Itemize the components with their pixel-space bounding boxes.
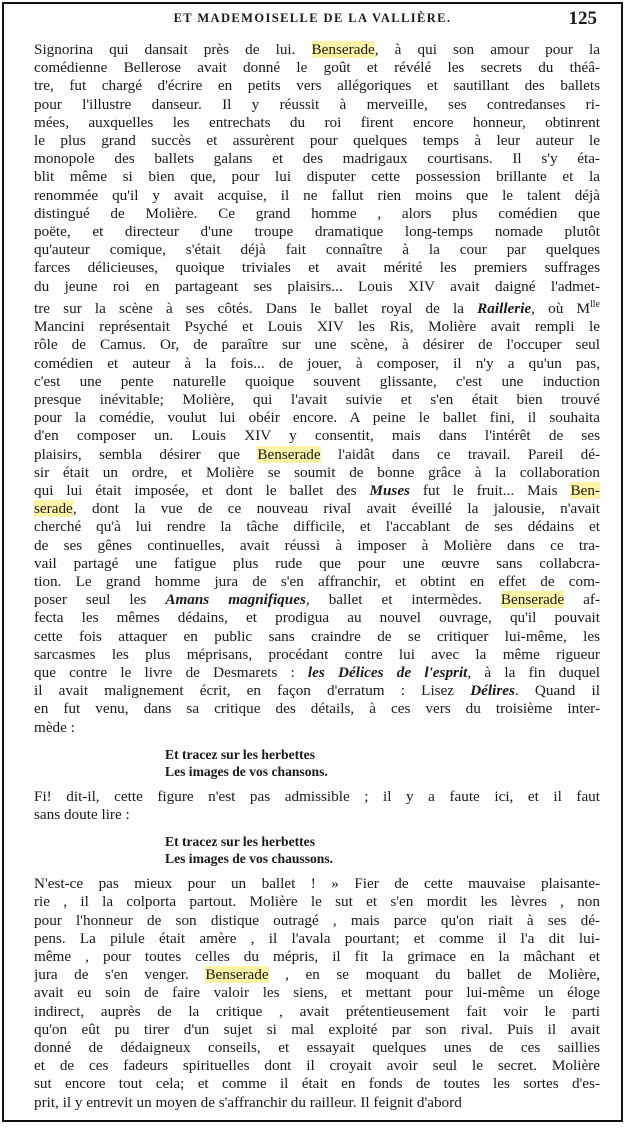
verse-line: Et tracez sur les herbettes xyxy=(165,746,315,762)
text-line xyxy=(34,518,600,536)
text-line xyxy=(34,205,600,223)
text-line xyxy=(34,150,600,168)
text-run: , à la fin duquel xyxy=(467,663,600,681)
text-run: af- xyxy=(564,591,600,609)
text-line xyxy=(34,259,600,277)
verse-quotation xyxy=(34,746,600,780)
text-run: tre sur la scène à ses côtés. Dans le ballet royal de la xyxy=(34,299,478,317)
italic-title: Muses xyxy=(369,481,410,499)
text-run: prit, il y entrevit un moyen de s'affranchir du railleur. Il feignit d'abord xyxy=(34,1093,462,1111)
text-run: distingué de Molière. Ce grand homme , alors plus comédien que xyxy=(34,204,600,222)
running-head xyxy=(4,8,621,30)
text-line xyxy=(34,1003,600,1021)
text-run: renommée qu'il y avait acquise, il ne fallut rien moins que le talent déjà xyxy=(34,186,600,204)
text-line xyxy=(34,555,600,573)
text-run: N'est-ce pas mieux pour un ballet ! » Fier de cette mauvaise plaisante- xyxy=(34,875,600,893)
highlighted-name: Benserade xyxy=(311,41,375,58)
text-line xyxy=(34,1075,600,1093)
text-line xyxy=(34,446,600,464)
text-line xyxy=(34,628,600,646)
text-run: même , pour toutes celles du mépris, il fit la grimace en la mâchant et xyxy=(34,948,600,965)
text-line xyxy=(34,114,600,132)
text-run: rie , il la colporta partout. Molière le sut et s'en mordit les lèvres , non xyxy=(34,893,600,911)
text-run: du jeune roi en partageant ses plaisirs... Louis XIV avait daigné l'admet- xyxy=(34,277,600,295)
text-run: qu'auteur comique, s'était déjà fait connaître à la cour par quelques xyxy=(34,241,600,259)
verse-line: Et tracez sur les herbettes xyxy=(165,834,315,850)
text-run: pens. La pilule était amère , il l'avala pourtant; et comme il l'a dit lui- xyxy=(34,929,600,947)
text-line xyxy=(34,77,600,95)
text-run: Mancini représentait Psyché et Louis XIV les Ris, Molière avait rempli le xyxy=(34,318,600,336)
text-run: presque inévitable; Molière, qui l'avait suivie et s'en était bien trouvé xyxy=(34,390,600,408)
text-run: , ballet et intermèdes. xyxy=(305,591,501,609)
text-line xyxy=(34,296,600,318)
text-line xyxy=(34,609,600,627)
text-run: poser seul les xyxy=(34,591,166,609)
highlighted-name: Ben- xyxy=(570,481,600,499)
text-line xyxy=(34,966,600,984)
running-title: ET MADEMOISELLE DE LA VALLIÈRE. xyxy=(173,11,452,25)
text-run: , en se moquant du ballet de Molière, xyxy=(268,966,600,984)
text-run: monopole des ballets galans et des madrigaux courtisans. Il s'y éta- xyxy=(34,150,600,168)
text-run: de ses gênes continuelles, avait réussi à imposer à Molière dans ce tra- xyxy=(34,536,600,554)
italic-title: Délires xyxy=(470,682,515,700)
text-run: farces délicieuses, quoique triviales et avait mérité les premiers suffrages xyxy=(34,259,600,277)
text-run: mées, auxquelles les entrechats du roi firent encore honneur, obtinrent xyxy=(34,113,600,131)
text-line xyxy=(34,537,600,555)
text-line xyxy=(34,646,600,664)
text-run: sut encore tout cela; et comme il était en fonds de toutes les sortes d'es- xyxy=(34,1075,600,1093)
text-run: , où M xyxy=(531,299,590,317)
text-run: tion. Le grand homme jura de s'en affranchir, et obtint en effet de com- xyxy=(34,572,600,590)
text-line xyxy=(34,700,600,718)
highlighted-name: serade xyxy=(34,500,73,518)
text-line xyxy=(34,168,600,186)
text-run: que contre le livre de Desmarets : xyxy=(34,663,308,681)
text-run: rôle de Camus. Or, de paraître sur une scène, à désirer de l'occuper seul xyxy=(34,336,600,354)
body-text xyxy=(34,41,600,1112)
text-line xyxy=(34,591,600,609)
text-run: en fut venu, dans sa critique des détails, à ces vers du troisième inter- xyxy=(34,700,600,718)
text-run: et de ces fadeurs spirituelles dont il croyait avoir seul le secret. Molière xyxy=(34,1057,600,1075)
highlighted-name: Benserade xyxy=(205,966,269,984)
page-number: 125 xyxy=(568,8,597,29)
text-run: il avait malignement écrit, en façon d'erratum : Lisez xyxy=(34,682,471,700)
highlighted-name: Benserade xyxy=(500,591,565,609)
text-line xyxy=(34,391,600,409)
text-run: . Quand il xyxy=(514,682,600,700)
text-line xyxy=(34,241,600,259)
text-line xyxy=(34,355,600,373)
text-line xyxy=(34,132,600,150)
text-run: , dont la vue de ce nouveau rival avait éveillé la jalousie, n'avait xyxy=(72,500,600,518)
text-run: cherché qu'à lui rendre la tâche difficile, et l'accablant de ses dédains et xyxy=(34,518,600,536)
italic-title: Amans magnifiques xyxy=(165,591,306,609)
text-line xyxy=(34,573,600,591)
text-line xyxy=(34,187,600,205)
text-run: blit même si bien que, pour lui disputer cette possession brillante et la xyxy=(34,168,600,186)
italic-title: les Délices de l'esprit xyxy=(307,663,468,681)
text-run: lle xyxy=(590,298,600,310)
text-run: pour la comédie, voulut lui obéir encore. A peine le ballet fini, il souhaita xyxy=(34,409,600,427)
text-run: l'aidât dans ce travail. Pareil dé- xyxy=(320,445,600,463)
text-line xyxy=(34,336,600,354)
text-line xyxy=(34,806,600,824)
text-run: c'est une pente naturelle quoique souvent glissante, c'est une induction xyxy=(34,372,600,390)
text-run: qui lui était imposée, et dont le ballet des xyxy=(34,481,370,499)
text-run: sarcasmes les plus méprisans, procédant contre lui avec la même rigueur xyxy=(34,645,600,663)
text-run: qu'on eût pu tirer d'un sujet si mal exploité par son rival. Puis il avait xyxy=(34,1020,600,1038)
text-run: Signorina qui dansait près de lui. xyxy=(34,41,312,58)
text-run: plaisirs, sembla désirer que xyxy=(34,445,258,463)
text-run: pour l'illustre danseur. Il y réussit à merveille, ses contredanses ri- xyxy=(34,95,600,113)
text-run: mède : xyxy=(34,718,75,736)
text-line xyxy=(34,893,600,911)
text-line xyxy=(34,664,600,682)
text-line xyxy=(34,1021,600,1039)
text-run: comédienne Bellerose avait donné le goût et révélé les secrets du théâ- xyxy=(34,59,600,77)
text-line xyxy=(34,223,600,241)
text-run: donné de dédaigneux conseils, et essayait quelques unes de ces saillies xyxy=(34,1039,600,1057)
text-line xyxy=(34,409,600,427)
text-run: fut le fruit... Mais xyxy=(409,481,571,499)
text-line xyxy=(34,482,600,500)
text-run: tre, fut chargé d'écrire en petits vers allégoriques et sautillant des ballets xyxy=(34,77,600,95)
text-line xyxy=(34,984,600,1002)
text-line xyxy=(34,464,600,482)
text-run: vail partagé une fatigue plus rude que pour une œuvre sans collabcra- xyxy=(34,554,600,572)
verse-line: Les images de vos chansons. xyxy=(165,763,328,779)
text-line xyxy=(34,912,600,930)
text-run: , à qui son amour pour la xyxy=(374,41,600,58)
text-run: Fi! dit-il, cette figure n'est pas admissible ; il y a faute ici, et il faut xyxy=(34,787,600,805)
text-line xyxy=(34,96,600,114)
text-line xyxy=(34,1057,600,1075)
text-line xyxy=(34,318,600,336)
text-line xyxy=(34,875,600,893)
text-line xyxy=(34,278,600,296)
verse-line: Les images de vos chaussons. xyxy=(165,851,334,867)
text-line xyxy=(34,682,600,700)
text-line xyxy=(34,948,600,966)
text-run: d'en composer un. Louis XIV y consentit, mais dans l'intérêt de ses xyxy=(34,427,600,445)
text-line xyxy=(34,41,600,59)
text-line xyxy=(34,1039,600,1057)
text-line xyxy=(34,788,600,806)
text-run: avait eu soin de faire valoir les siens, et mettant pour lui-même un éloge xyxy=(34,984,600,1002)
book-page xyxy=(2,2,623,1122)
text-run: fecta les mêmes dédains, et prodigua au nouvel ouvrage, qu'il pouvait xyxy=(34,609,600,627)
paragraph xyxy=(34,41,600,737)
text-line xyxy=(34,719,600,737)
highlighted-name: Benserade xyxy=(257,445,321,463)
text-run: jura de s'en venger. xyxy=(34,966,206,984)
text-line xyxy=(34,930,600,948)
text-run: pour l'honneur de son distique outragé , mais parce qu'on riait à ses dé- xyxy=(34,911,600,929)
text-run: le plus grand succès et assurèrent pour quelques temps à leur auteur le xyxy=(34,132,600,150)
text-line xyxy=(34,59,600,77)
text-line xyxy=(34,500,600,518)
verse-quotation xyxy=(34,833,600,867)
text-run: cette fois attaquer en public sans craindre de se critiquer lui-même, les xyxy=(34,627,600,645)
text-line xyxy=(34,427,600,445)
text-run: poëte, et directeur d'une troupe dramatique long-temps nomade plutôt xyxy=(34,223,600,241)
paragraph xyxy=(34,788,600,824)
italic-title: Raillerie xyxy=(477,299,532,317)
text-line xyxy=(34,1094,600,1112)
text-run: indirect, auprès de la critique , avait prétentieusement fait voir le parti xyxy=(34,1002,600,1020)
text-run: comédien et auteur à la fois... de jouer, à composer, il n'y a qu'un pas, xyxy=(34,354,600,372)
text-run: sir était un ordre, et Molière se soumit de bonne grâce à la collaboration xyxy=(34,463,600,481)
paragraph xyxy=(34,875,600,1112)
text-run: sans doute lire : xyxy=(34,805,130,823)
text-line xyxy=(34,373,600,391)
